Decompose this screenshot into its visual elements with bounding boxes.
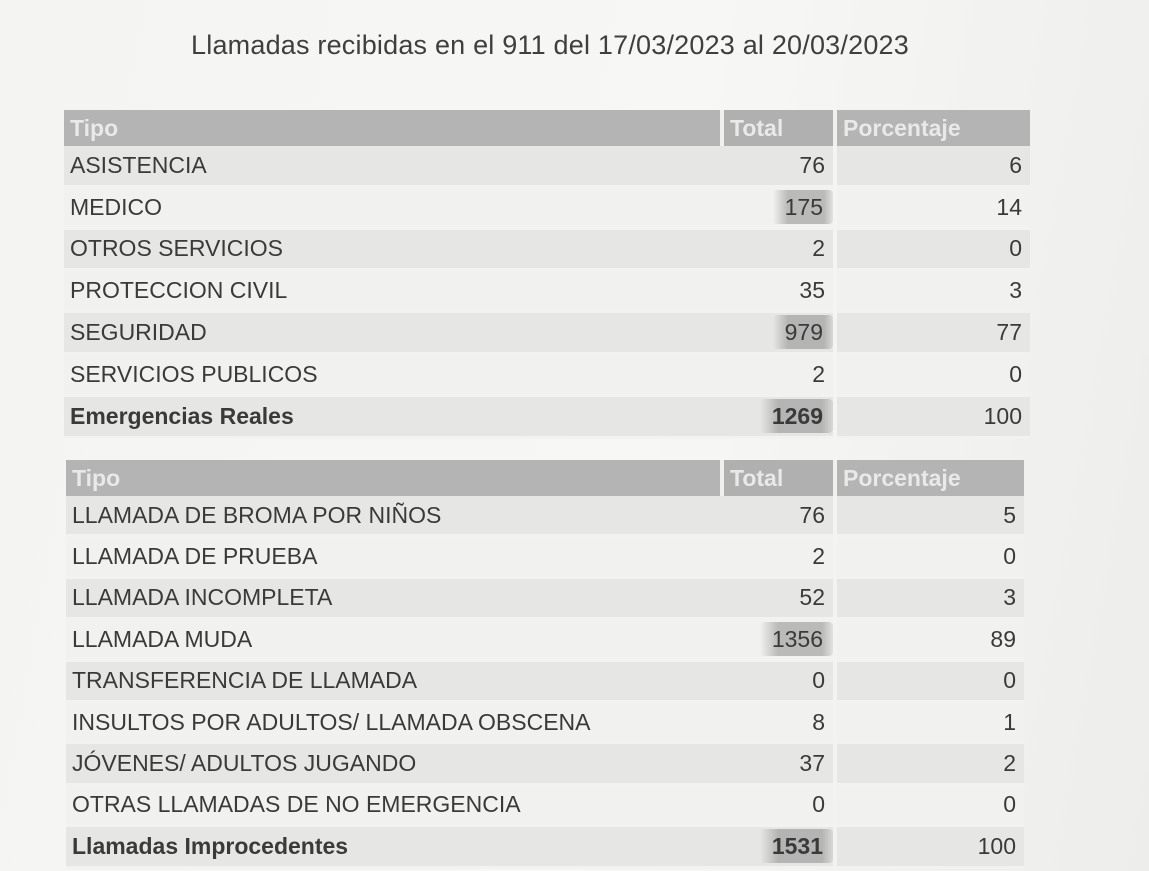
cell-total [722, 743, 835, 784]
cell-porcentaje: 5 [835, 496, 1024, 536]
cell-total [722, 353, 835, 395]
total-value: 8 [812, 708, 825, 735]
cell-porcentaje: 100 [835, 826, 1024, 867]
column-header-total: Total [722, 460, 835, 496]
cell-porcentaje: 77 [835, 312, 1030, 354]
table-row [66, 660, 1024, 701]
table-row [64, 186, 1030, 228]
total-value: 2 [812, 235, 825, 262]
llamadas-improcedentes-table [66, 460, 1024, 869]
cell-tipo: LLAMADA DE PRUEBA [66, 536, 722, 577]
table-row [66, 619, 1024, 660]
cell-tipo: Emergencias Reales [64, 395, 722, 437]
table-row [64, 312, 1030, 354]
cell-tipo: LLAMADA INCOMPLETA [66, 577, 722, 618]
cell-tipo: INSULTOS POR ADULTOS/ LLAMADA OBSCENA [66, 701, 722, 742]
cell-total [722, 826, 835, 867]
cell-tipo: PROTECCION CIVIL [64, 270, 722, 312]
cell-total [722, 146, 835, 186]
total-value: 1269 [760, 399, 833, 433]
cell-total [722, 228, 835, 270]
cell-total [722, 619, 835, 660]
cell-porcentaje: 0 [835, 784, 1024, 825]
emergencias-reales-table [64, 110, 1030, 439]
column-header-porcentaje: Porcentaje [835, 110, 1030, 146]
table-row [66, 536, 1024, 577]
total-value: 979 [773, 315, 833, 349]
total-value: 1531 [760, 829, 833, 863]
column-header-tipo: Tipo [66, 460, 722, 496]
cell-tipo: MEDICO [64, 186, 722, 228]
cell-porcentaje: 0 [835, 536, 1024, 577]
table-row [66, 701, 1024, 742]
total-value: 0 [812, 667, 825, 694]
cell-tipo: TRANSFERENCIA DE LLAMADA [66, 660, 722, 701]
table-row [64, 270, 1030, 312]
table-body [66, 496, 1024, 867]
total-value: 0 [812, 791, 825, 818]
cell-porcentaje: 0 [835, 660, 1024, 701]
cell-total [722, 270, 835, 312]
cell-tipo: SEGURIDAD [64, 312, 722, 354]
cell-total [722, 496, 835, 536]
total-value: 2 [812, 543, 825, 570]
cell-tipo: OTROS SERVICIOS [64, 228, 722, 270]
table-row [66, 577, 1024, 618]
table-header-row [66, 460, 1024, 496]
cell-total [722, 536, 835, 577]
summary-row [64, 395, 1030, 437]
cell-porcentaje: 0 [835, 353, 1030, 395]
cell-porcentaje: 1 [835, 701, 1024, 742]
cell-tipo: JÓVENES/ ADULTOS JUGANDO [66, 743, 722, 784]
cell-total [722, 660, 835, 701]
cell-porcentaje: 6 [835, 146, 1030, 186]
total-value: 76 [799, 151, 825, 178]
cell-tipo: LLAMADA DE BROMA POR NIÑOS [66, 496, 722, 536]
cell-porcentaje: 3 [835, 270, 1030, 312]
cell-porcentaje: 89 [835, 619, 1024, 660]
table-row [64, 353, 1030, 395]
cell-total [722, 186, 835, 228]
total-value: 175 [773, 190, 833, 224]
cell-total [722, 577, 835, 618]
table-row [66, 496, 1024, 536]
total-value: 1356 [760, 622, 833, 656]
column-header-total: Total [722, 110, 835, 146]
table-row [66, 743, 1024, 784]
summary-row [66, 826, 1024, 867]
cell-tipo: OTRAS LLAMADAS DE NO EMERGENCIA [66, 784, 722, 825]
cell-total [722, 701, 835, 742]
table-row [66, 784, 1024, 825]
cell-tipo: LLAMADA MUDA [66, 619, 722, 660]
table-row [64, 228, 1030, 270]
page-title: Llamadas recibidas en el 911 del 17/03/2023 al 20/03/2023 [191, 30, 909, 60]
column-header-porcentaje: Porcentaje [835, 460, 1024, 496]
table-body [64, 146, 1030, 437]
column-header-tipo: Tipo [64, 110, 722, 146]
total-value: 76 [799, 501, 825, 528]
cell-porcentaje: 2 [835, 743, 1024, 784]
cell-porcentaje: 100 [835, 395, 1030, 437]
cell-total [722, 312, 835, 354]
cell-tipo: ASISTENCIA [64, 146, 722, 186]
cell-total [722, 395, 835, 437]
cell-porcentaje: 3 [835, 577, 1024, 618]
cell-tipo: Llamadas Improcedentes [66, 826, 722, 867]
total-value: 52 [799, 584, 825, 611]
table-row [64, 146, 1030, 186]
table-header-row [64, 110, 1030, 146]
total-value: 37 [799, 750, 825, 777]
cell-tipo: SERVICIOS PUBLICOS [64, 353, 722, 395]
total-value: 2 [812, 360, 825, 387]
cell-porcentaje: 0 [835, 228, 1030, 270]
cell-total [722, 784, 835, 825]
total-value: 35 [799, 277, 825, 304]
cell-porcentaje: 14 [835, 186, 1030, 228]
